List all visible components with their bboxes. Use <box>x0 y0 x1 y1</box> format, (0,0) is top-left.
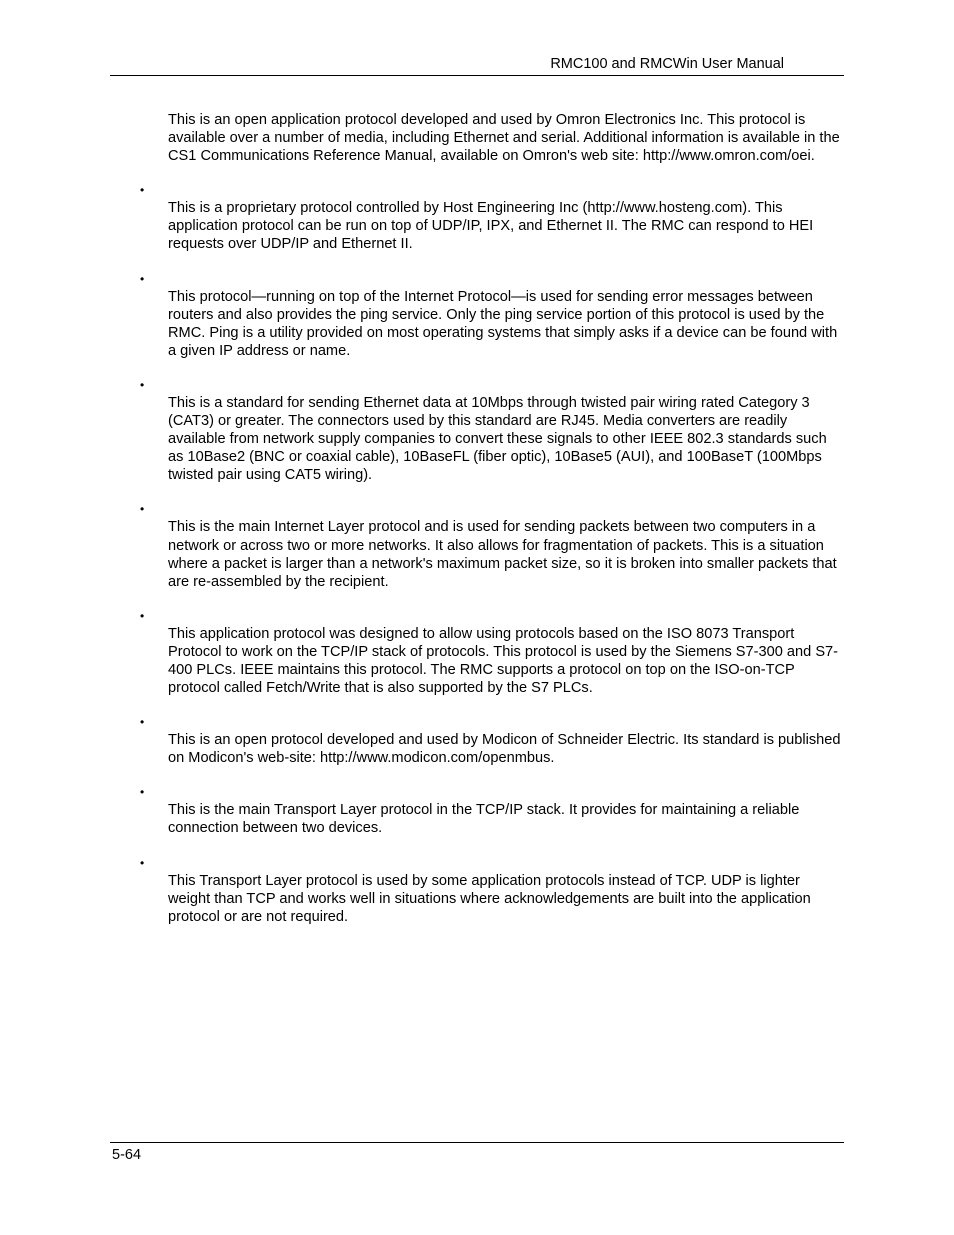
bullet-glyph: • <box>140 785 145 800</box>
list-item-paragraph: This is the main Transport Layer protocol in the TCP/IP stack. It provides for maintaining a reliable connection between two devices. <box>168 802 800 837</box>
list-item <box>140 713 844 767</box>
bullet-glyph: • <box>140 608 145 623</box>
list-item <box>140 854 844 926</box>
bullet-glyph: • <box>140 855 145 870</box>
list-item <box>140 783 844 837</box>
document-body <box>140 111 844 926</box>
bullet-glyph: • <box>140 183 145 198</box>
list-item-paragraph: This is a proprietary protocol controlled by Host Engineering Inc (http://www.hosteng.com). This application protocol can be run on top of UDP/IP, IPX, and Ethernet II. The RMC can respond to HEI requests over UDP/IP and Ethernet II. <box>168 200 814 253</box>
list-item-paragraph: This application protocol was designed to allow using protocols based on the ISO 8073 Transport Protocol to work on the TCP/IP stack of protocols. This protocol is used by the Siemens S7-300 and S7-400 PLCs. IEEE maintains this protocol. The RMC supports a protocol on top on the ISO-on-TCP protocol called Fetch/Write that is also supported by the S7 PLCs. <box>168 625 839 697</box>
list-item-paragraph: This Transport Layer protocol is used by some application protocols instead of TCP. UDP is lighter weight than TCP and works well in situations where acknowledgements are built into the application protocol or are not required. <box>168 872 811 925</box>
intro-paragraph: This is an open application protocol developed and used by Omron Electronics Inc. This protocol is available over a number of media, including Ethernet and serial. Additional information is available in the CS1 Communications Reference Manual, available on Omron's web site: http://www.omron.com/oei. <box>168 112 840 165</box>
bullet-glyph: • <box>140 715 145 730</box>
bullet-glyph: • <box>140 271 145 286</box>
list-item <box>140 270 844 360</box>
footer-rule <box>110 1142 844 1143</box>
header-rule <box>110 75 844 76</box>
list-item-paragraph: This is a standard for sending Ethernet data at 10Mbps through twisted pair wiring rated Category 3 (CAT3) or greater. The connectors used by this standard are RJ45. Media converters are readily available from network supply companies to convert these signals to other IEEE 802.3 standards such as 10Base2 (BNC or coaxial cable), 10BaseFL (fiber optic), 10Base5 (AUI), and 100BaseT (100Mbps twisted pair using CAT5 wiring). <box>168 394 827 484</box>
list-item <box>140 376 844 484</box>
list-item <box>140 500 844 590</box>
page-number: 5-64 <box>112 1147 142 1163</box>
list-item <box>140 607 844 697</box>
bullet-glyph: • <box>140 502 145 517</box>
running-header-title: RMC100 and RMCWin User Manual <box>550 56 784 72</box>
list-item <box>140 181 844 253</box>
list-item-paragraph: This is the main Internet Layer protocol and is used for sending packets between two computers in a network or across two or more networks. It also allows for fragmentation of packets. This is a situation where a packet is larger than a network's maximum packet size, so it is broken into smaller packets that are re-assembled by the recipient. <box>168 519 837 590</box>
bullet-glyph: • <box>140 377 145 392</box>
list-item-paragraph: This is an open protocol developed and used by Modicon of Schneider Electric. Its standard is published on Modicon's web-site: http://www.modicon.com/openmbus. <box>168 732 841 767</box>
list-item-paragraph: This protocol—running on top of the Internet Protocol—is used for sending error messages between routers and also provides the ping service. Only the ping service portion of this protocol is used by the RMC. Ping is a utility provided on most operating systems that simply asks if a device can be found with a given IP address or name. <box>168 288 838 359</box>
